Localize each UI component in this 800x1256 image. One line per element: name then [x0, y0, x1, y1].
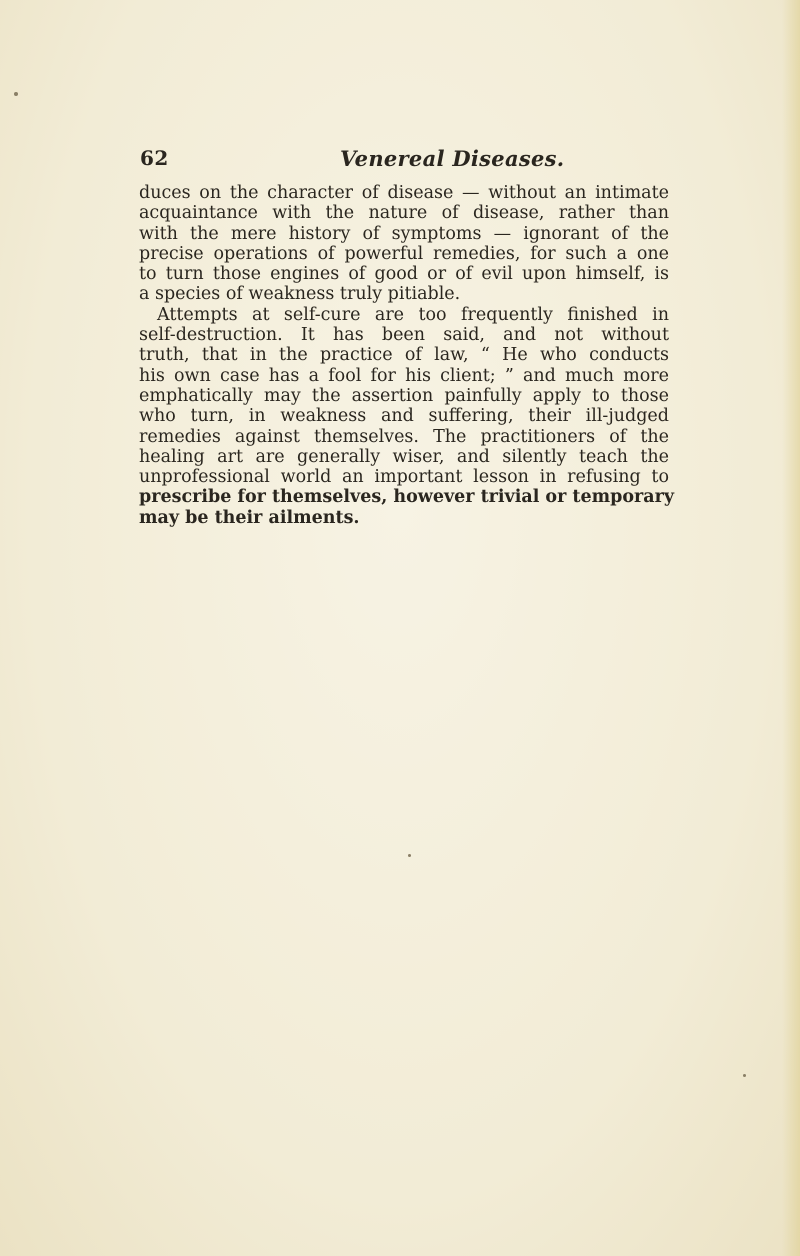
text-line: may be their ailments. [139, 507, 360, 528]
text-line: to turn those engines of good or of evil upon himself, is [139, 264, 669, 285]
text-line: self-destruction. It has been said, and not without [139, 325, 669, 346]
page-edge-shadow [782, 0, 800, 1256]
text-line: with the mere history of symptoms — ignorant of the [139, 223, 669, 244]
paper-speck [14, 92, 18, 96]
text-line: acquaintance with the nature of disease, rather than [139, 203, 669, 224]
running-title: Venereal Diseases. [340, 146, 565, 171]
text-line: Attempts at self-cure are too frequently finished in [157, 304, 669, 325]
text-line: healing art are generally wiser, and silently teach the [139, 446, 669, 467]
page-header [140, 146, 680, 176]
paper-speck [408, 854, 411, 857]
text-line: precise operations of powerful remedies, for such a one [139, 243, 669, 264]
text-line: who turn, in weakness and suffering, their ill-judged [139, 406, 669, 427]
text-line: duces on the character of disease — without an intimate [139, 183, 669, 203]
text-line: a species of weakness truly pitiable. [139, 284, 461, 305]
text-line: his own case has a fool for his client; ” and much more [139, 365, 669, 386]
text-line: truth, that in the practice of law, “ He who conducts [139, 345, 669, 366]
text-line: unprofessional world an important lesson in refusing to [139, 467, 669, 488]
page-number: 62 [140, 146, 169, 170]
text-line: remedies against themselves. The practitioners of the [139, 426, 669, 447]
text-line: prescribe for themselves, however trivial or temporary [139, 487, 675, 508]
paper-speck [743, 1074, 746, 1077]
text-line: emphatically may the assertion painfully apply to those [139, 385, 669, 406]
body-text [139, 183, 675, 528]
